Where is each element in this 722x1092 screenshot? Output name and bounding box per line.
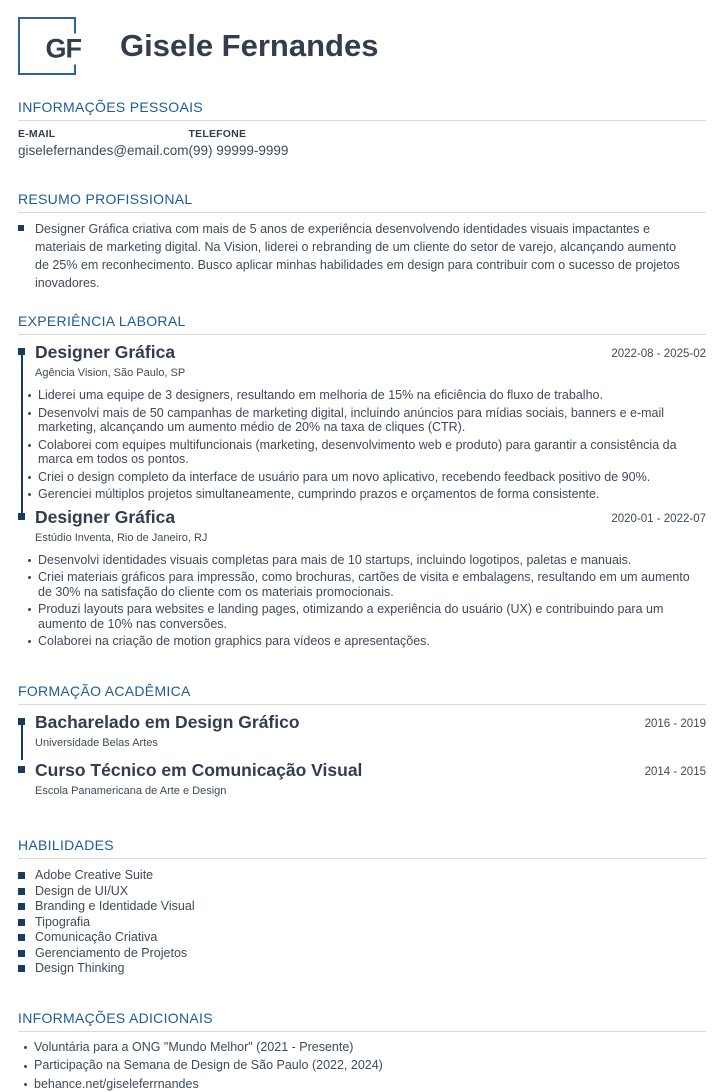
job-bullet-item [28,602,706,631]
section-title-experience: EXPERIÊNCIA LABORAL [18,313,706,329]
job-title: Designer Gráfica [35,342,706,362]
job-bullet-item [28,438,706,467]
dot-bullet-icon [28,493,31,496]
job-bullet-item [28,406,706,435]
skill-item [18,915,706,931]
skill-text: Design Thinking [35,961,124,977]
bullet-text: Desenvolvi mais de 50 campanhas de marketing digital, incluindo anúncios para mídias sociais, banners e e-mail marketing, alcançando um aumento médio de 20% na taxa de cliques (CTR). [38,406,706,435]
additional-text: behance.net/giseleferrnandes [34,1077,209,1092]
page-title: Gisele Fernandes [120,29,378,63]
field-value: giselefernandes@email.com [18,143,189,158]
field-value: (99) 99999-9999 [189,143,289,158]
degree-dates: 2014 - 2015 [645,766,706,778]
section-personal-info [18,99,706,158]
section-divider [18,858,706,859]
section-summary [18,191,706,292]
job-dates: 2022-08 - 2025-02 [611,348,706,360]
dot-bullet-icon [28,640,31,643]
degree-school: Escola Panamericana de Arte e Design [35,785,706,797]
degree-title: Curso Técnico em Comunicação Visual [35,760,706,780]
timeline-line [21,721,23,760]
degree-title: Bacharelado em Design Gráfico [35,712,706,732]
job-bullet-item [28,570,706,599]
monogram-logo [18,17,76,75]
job-bullet-list [28,553,706,649]
job-bullet-item [28,388,706,403]
square-bullet-icon [18,934,25,941]
bullet-text: Colaborei na criação de motion graphics para vídeos e apresentações. [38,634,440,649]
skill-item [18,930,706,946]
job-title: Designer Gráfica [35,507,706,527]
bullet-text: Produzi layouts para websites e landing pages, otimizando a experiência do usuário (UX) e contribuindo para um aumento de 10% nas conversões. [38,602,706,631]
section-divider [18,704,706,705]
timeline-marker-icon [18,766,25,773]
bullet-text: Gerenciei múltiplos projetos simultaneamente, cumprindo prazos e orçamentos de forma consistente. [38,487,609,502]
personal-field [189,128,289,158]
job-bullet-item [28,487,706,502]
summary-text: Designer Gráfica criativa com mais de 5 anos de experiência desenvolvendo identidades visuais impactantes e materiais de marketing digital. Na Vision, liderei o rebranding de um cliente do setor de varejo, alcançando aumento de 25% em reconhecimento. Busco aplicar minhas habilidades em design para contribuir com o sucesso de projetos inovadores. [35,220,706,292]
section-divider [18,1031,706,1032]
dot-bullet-icon [28,476,31,479]
square-bullet-icon [18,872,25,879]
skill-text: Gerenciamento de Projetos [35,946,187,962]
bullet-text: Colaborei com equipes multifuncionais (marketing, desenvolvimento web e produto) para garantir a consistência da marca em todos os pontos. [38,438,706,467]
job-bullet-item [28,470,706,485]
skill-item [18,899,706,915]
section-experience [18,313,706,649]
skill-text: Tipografia [35,915,90,931]
education-entry [18,760,706,797]
timeline-line [21,351,23,513]
dot-bullet-icon [28,559,31,562]
section-skills [18,837,706,977]
section-title-personal: INFORMAÇÕES PESSOAIS [18,99,706,115]
square-bullet-icon [18,888,25,895]
bullet-text: Desenvolvi identidades visuais completas para mais de 10 startups, incluindo logotipos, paletas e manuais. [38,553,641,568]
education-entries [18,712,706,797]
skill-item [18,868,706,884]
section-divider [18,334,706,335]
section-divider [18,212,706,213]
field-label: TELEFONE [189,128,289,140]
job-company: Agência Vision, São Paulo, SP [35,367,706,379]
additional-text: Voluntária para a ONG "Mundo Melhor" (2021 - Presente) [34,1040,363,1056]
experience-entry [18,507,706,649]
degree-school: Universidade Belas Artes [35,737,706,749]
section-title-additional: INFORMAÇÕES ADICIONAIS [18,1010,706,1026]
additional-item [24,1040,706,1056]
monogram-text: GF [41,33,83,64]
summary-item [18,220,706,292]
square-bullet-icon [18,919,25,926]
section-title-summary: RESUMO PROFISSIONAL [18,191,706,207]
field-label: E-MAIL [18,128,189,140]
square-bullet-icon [18,903,25,910]
degree-dates: 2016 - 2019 [645,718,706,730]
dot-bullet-icon [24,1083,27,1086]
skill-item [18,884,706,900]
experience-entries [18,342,706,649]
dot-bullet-icon [24,1046,27,1049]
dot-bullet-icon [28,394,31,397]
job-dates: 2020-01 - 2022-07 [611,513,706,525]
job-bullet-item [28,553,706,568]
bullet-text: Criei o design completo da interface de usuário para um novo aplicativo, recebendo feedback positivo de 90%. [38,470,660,485]
job-bullet-list [28,388,706,502]
additional-text: Participação na Semana de Design de São Paulo (2022, 2024) [34,1058,393,1074]
education-entry [18,712,706,749]
experience-entry [18,342,706,502]
dot-bullet-icon [28,576,31,579]
job-bullet-item [28,634,706,649]
section-title-education: FORMAÇÃO ACADÊMICA [18,683,706,699]
section-title-skills: HABILIDADES [18,837,706,853]
skill-text: Comunicação Criativa [35,930,157,946]
square-bullet-icon [18,950,25,957]
additional-item [24,1077,706,1092]
skill-list [18,868,706,977]
additional-list [24,1040,706,1092]
skill-text: Branding e Identidade Visual [35,899,195,915]
square-bullet-icon [18,225,24,231]
dot-bullet-icon [28,444,31,447]
personal-field [18,128,189,158]
timeline-marker-icon [18,513,25,520]
job-company: Estúdio Inventa, Rio de Janeiro, RJ [35,532,706,544]
square-bullet-icon [18,965,25,972]
section-education [18,683,706,797]
additional-item [24,1058,706,1074]
skill-text: Design de UI/UX [35,884,128,900]
dot-bullet-icon [28,608,31,611]
header [18,17,706,75]
section-divider [18,120,706,121]
skill-text: Adobe Creative Suite [35,868,153,884]
bullet-text: Liderei uma equipe de 3 designers, resultando em melhoria de 15% na eficiência do fluxo de trabalho. [38,388,613,403]
bullet-text: Criei materiais gráficos para impressão, como brochuras, cartões de visita e embalagens, resultando em um aumento de 30% na satisfação do cliente com os materiais promocionais. [38,570,706,599]
dot-bullet-icon [28,412,31,415]
skill-item [18,946,706,962]
dot-bullet-icon [24,1065,27,1068]
skill-item [18,961,706,977]
personal-fields [18,128,706,158]
